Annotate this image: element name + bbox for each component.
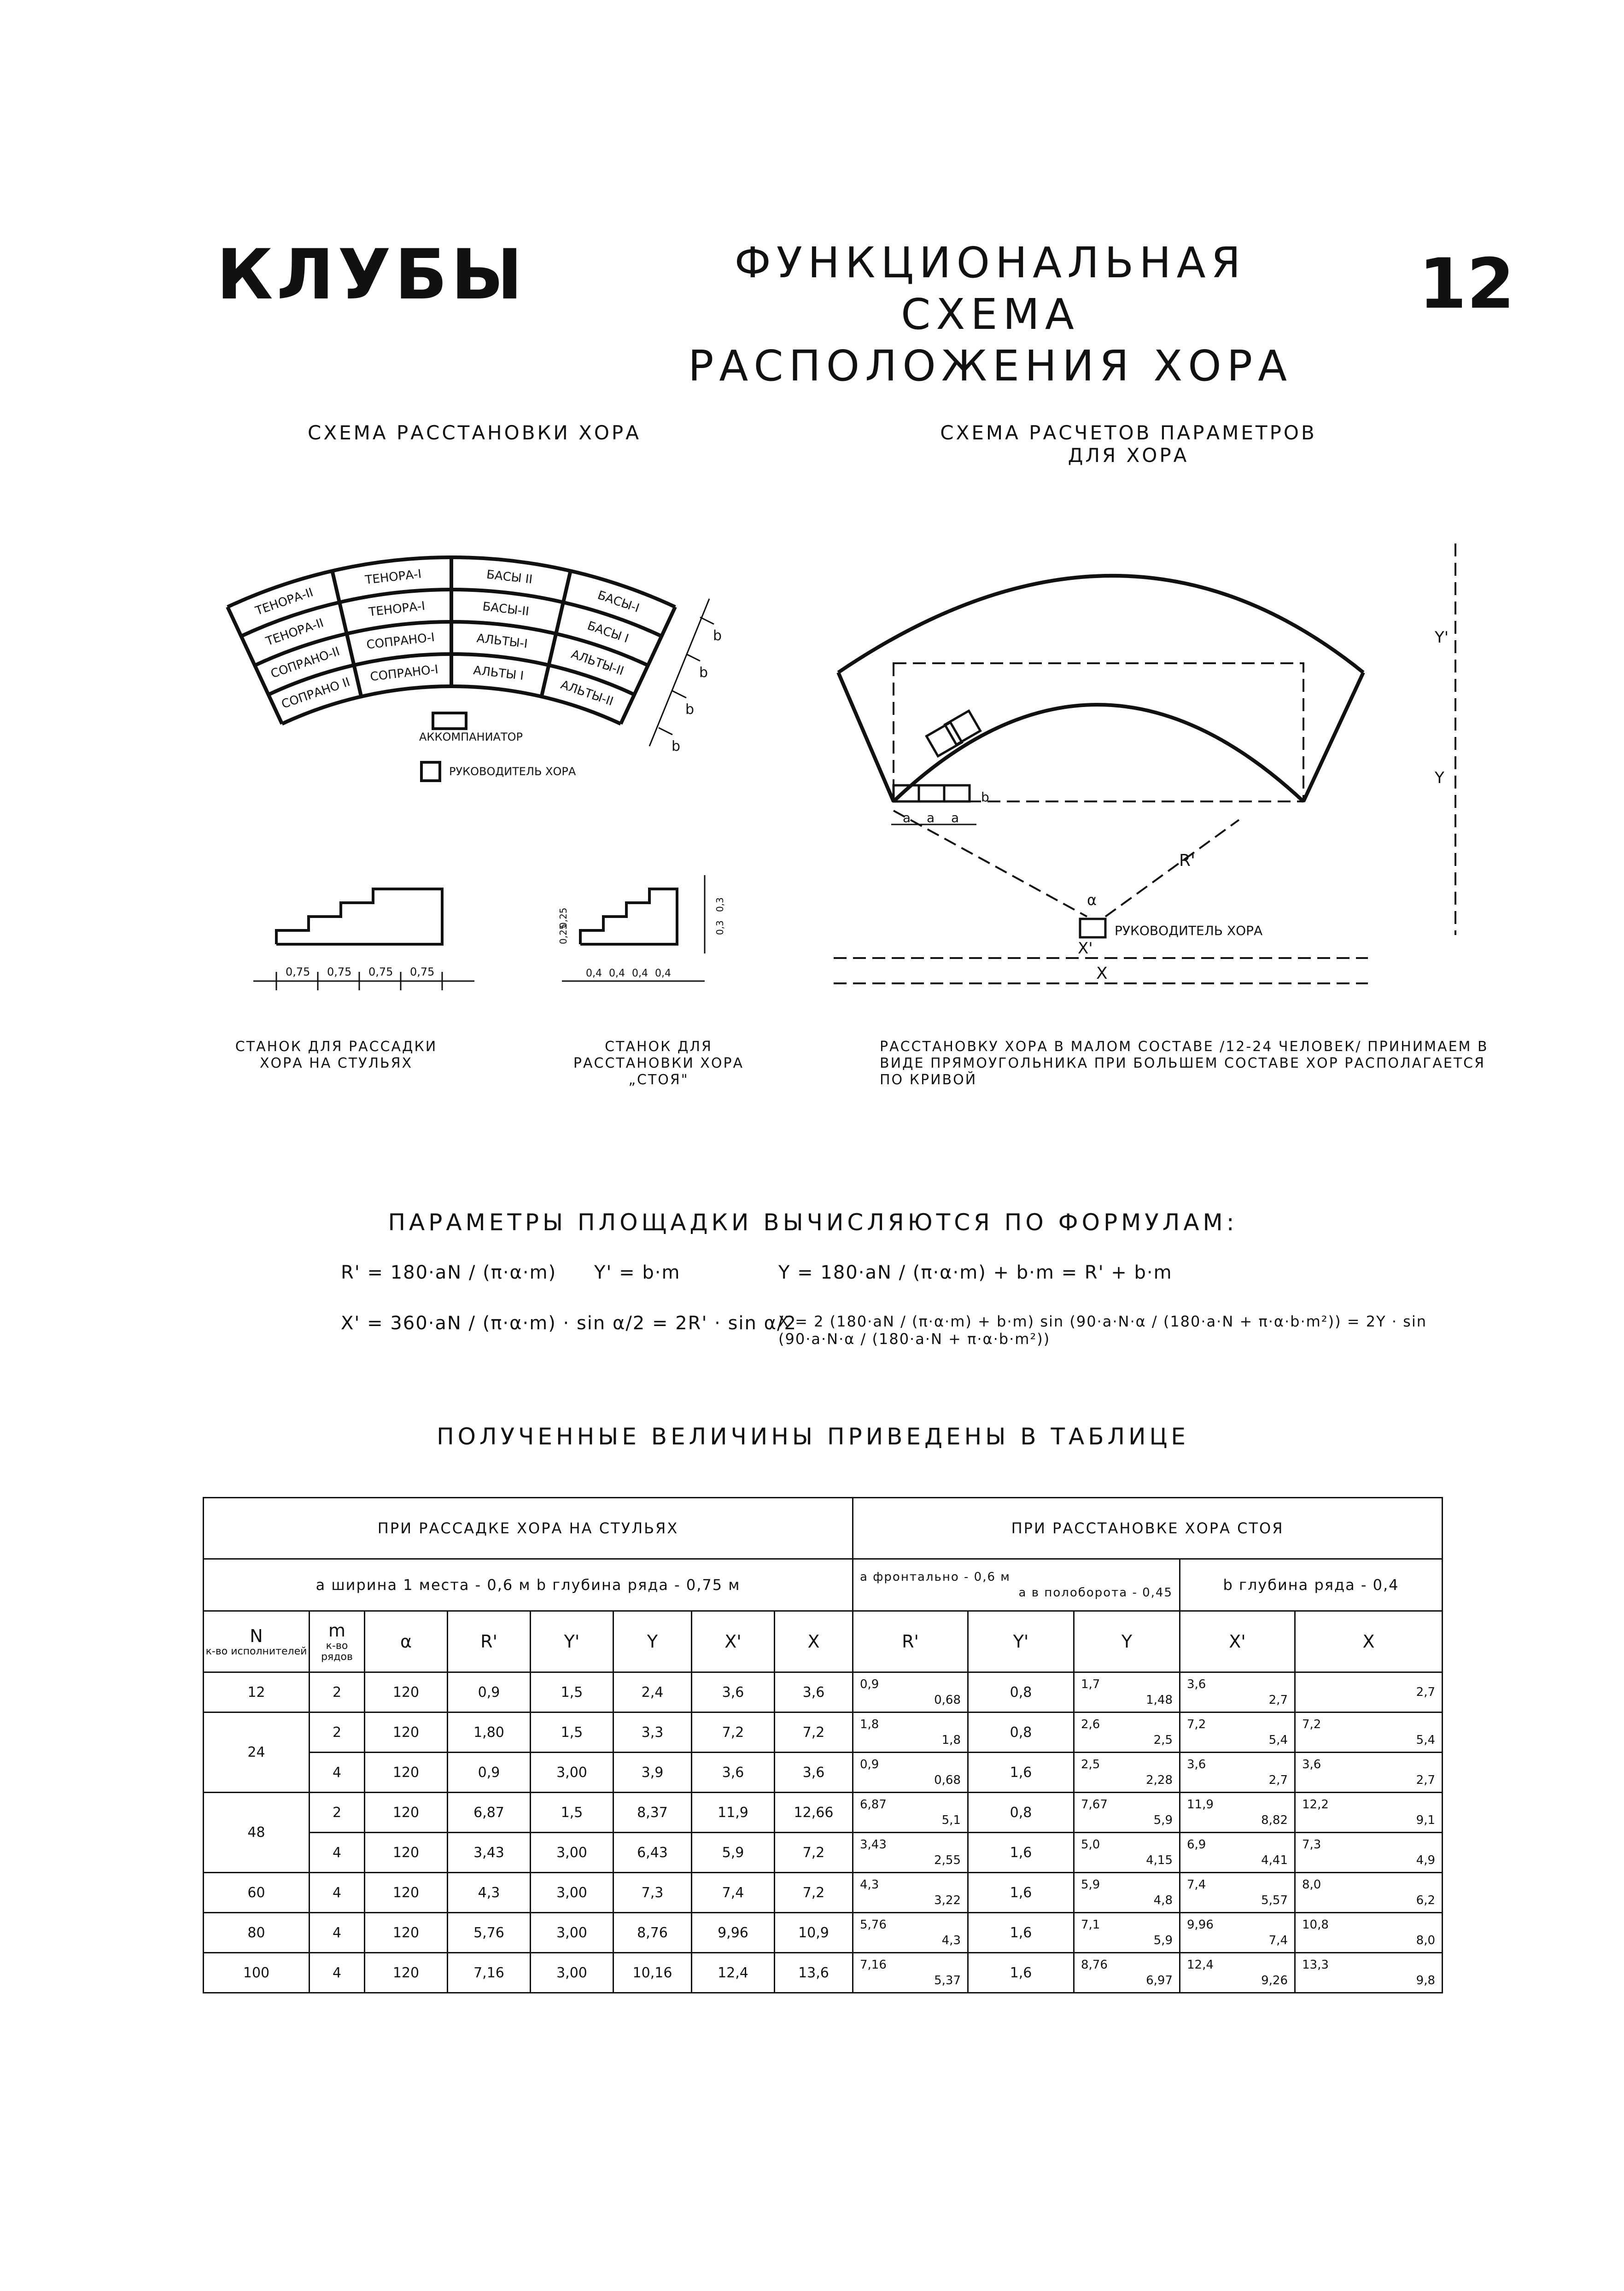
cell-sR-half: 5,1 <box>941 1813 961 1827</box>
cell-Xp: 12,4 <box>692 1953 775 1993</box>
cell-alpha: 120 <box>365 1753 448 1793</box>
cell-Yp: 1,5 <box>531 1793 613 1833</box>
choir-section-label: АЛЬТЫ-I <box>476 631 529 651</box>
standing-height-2: 0,25 <box>558 907 569 928</box>
parameters-diagram <box>811 534 1483 1023</box>
cell-sXp-front: 7,2 <box>1187 1718 1206 1731</box>
cell-X: 3,6 <box>775 1753 853 1793</box>
col-Yp-header: Y' <box>531 1611 613 1672</box>
group-standing-header: ПРИ РАССТАНОВКЕ ХОРА СТОЯ <box>853 1498 1443 1559</box>
cell-sY <box>1074 1913 1180 1953</box>
cell-R: 5,76 <box>448 1913 531 1953</box>
group-seated-header: ПРИ РАССАДКЕ ХОРА НА СТУЛЬЯХ <box>204 1498 853 1559</box>
table-row <box>204 1873 1443 1913</box>
cell-sXp-front: 3,6 <box>1187 1677 1206 1691</box>
table-row <box>204 1913 1443 1953</box>
choir-section-label: СОПРАНО-I <box>366 630 436 652</box>
cell-sYp: 0,8 <box>968 1672 1074 1712</box>
cell-sR <box>853 1793 968 1833</box>
cell-Xp: 3,6 <box>692 1672 775 1712</box>
cell-N: 100 <box>204 1953 310 1993</box>
cell-sR-half: 4,3 <box>941 1934 961 1947</box>
cell-sY <box>1074 1953 1180 1993</box>
sheet-number: 12 <box>1419 244 1515 324</box>
formula-Y-prime: Y' = b·m <box>594 1262 681 1283</box>
formula-Y: Y = 180·aN / (π·α·m) + b·m = R' + b·m <box>778 1262 1173 1283</box>
cell-Xp: 9,96 <box>692 1913 775 1953</box>
right-diagram-caption <box>921 421 1336 467</box>
choir-section-label: СОПРАНО-I <box>369 662 439 684</box>
cell-sR-front: 0,9 <box>860 1677 879 1691</box>
cell-sX <box>1295 1712 1443 1753</box>
col-N-sub: к-во исполнителей <box>205 1646 307 1657</box>
sheet-title <box>645 237 1336 392</box>
cell-sXp-front: 11,9 <box>1187 1798 1214 1812</box>
cell-sYp: 1,6 <box>968 1833 1074 1873</box>
seated-stand-caption: СТАНОК ДЛЯ РАССАДКИ ХОРА НА СТУЛЬЯХ <box>235 1039 438 1071</box>
cell-sR-half: 0,68 <box>934 1773 961 1787</box>
cell-m: 4 <box>310 1833 365 1873</box>
cell-m: 2 <box>310 1672 365 1712</box>
cell-sXp-half: 2,7 <box>1268 1693 1288 1707</box>
cell-R: 0,9 <box>448 1753 531 1793</box>
cell-sX <box>1295 1672 1443 1712</box>
right-caption-line1: СХЕМА РАСЧЕТОВ ПАРАМЕТРОВ <box>940 421 1317 444</box>
cell-alpha: 120 <box>365 1793 448 1833</box>
cell-alpha: 120 <box>365 1953 448 1993</box>
table-row <box>204 1712 1443 1753</box>
table-row <box>204 1793 1443 1833</box>
cell-sXp <box>1180 1672 1295 1712</box>
cell-sY-half: 5,9 <box>1153 1813 1173 1827</box>
col-sYp-header: Y' <box>968 1611 1074 1672</box>
cell-sY <box>1074 1793 1180 1833</box>
cell-sX-half: 2,7 <box>1416 1773 1436 1787</box>
cell-sXp-front: 9,96 <box>1187 1918 1214 1932</box>
choir-section-label: БАСЫ-I <box>596 588 641 616</box>
cell-Xp: 11,9 <box>692 1793 775 1833</box>
standing-params-a <box>853 1559 1180 1611</box>
cell-sX-front: 7,3 <box>1302 1838 1321 1852</box>
col-m-sub: к-во рядов <box>321 1640 353 1663</box>
cell-sX <box>1295 1953 1443 1993</box>
cell-sR-half: 5,37 <box>934 1974 961 1987</box>
category-title: КЛУБЫ <box>216 235 526 315</box>
choir-section-label: БАСЫ II <box>485 567 533 587</box>
cell-m: 4 <box>310 1753 365 1793</box>
cell-Y: 8,76 <box>613 1913 692 1953</box>
choir-section-label: СОПРАНО-II <box>269 644 342 681</box>
cell-sY-front: 2,6 <box>1081 1718 1100 1731</box>
label-alpha: α <box>1087 891 1097 909</box>
cell-sXp <box>1180 1833 1295 1873</box>
sheet-title-line1: ФУНКЦИОНАЛЬНАЯ СХЕМА <box>734 238 1246 339</box>
cell-X: 7,2 <box>775 1873 853 1913</box>
cell-sXp-front: 7,4 <box>1187 1878 1206 1892</box>
arrangement-note: РАССТАНОВКУ ХОРА В МАЛОМ СОСТАВЕ /12-24 ЧЕЛОВЕК/ ПРИНИМАЕМ В ВИДЕ ПРЯМОУГОЛЬНИКА ПРИ БОЛЬШЕМ СОСТАВЕ ХОР РАСПОЛАГАЕТСЯ ПО КРИВОЙ <box>880 1039 1489 1088</box>
cell-sXp <box>1180 1913 1295 1953</box>
cell-Yp: 1,5 <box>531 1712 613 1753</box>
standing-param-a2: a в полоборота - 0,45 <box>1018 1586 1173 1600</box>
choir-section-divider <box>621 607 675 724</box>
cell-sX <box>1295 1753 1443 1793</box>
cell-sX-half: 5,4 <box>1416 1733 1436 1747</box>
formula-R-prime: R' = 180·aN / (π·α·m) <box>341 1262 557 1283</box>
cell-sX <box>1295 1873 1443 1913</box>
formulas-heading: ПАРАМЕТРЫ ПЛОЩАДКИ ВЫЧИСЛЯЮТСЯ ПО ФОРМУЛАМ: <box>388 1209 1238 1236</box>
cell-X: 3,6 <box>775 1672 853 1712</box>
choir-section-label: АЛЬТЫ I <box>473 663 525 683</box>
cell-sX-half: 4,9 <box>1416 1853 1436 1867</box>
cell-m: 4 <box>310 1873 365 1913</box>
dim-b-1: b <box>713 628 722 644</box>
cell-sX-front: 8,0 <box>1302 1878 1321 1892</box>
cell-sY-front: 5,0 <box>1081 1838 1100 1852</box>
cell-sR <box>853 1753 968 1793</box>
cell-alpha: 120 <box>365 1833 448 1873</box>
label-X: X <box>1096 964 1108 983</box>
cell-Yp: 1,5 <box>531 1672 613 1712</box>
choir-section-label: АЛЬТЫ-II <box>559 678 615 709</box>
standing-dim-1: 0,4 <box>586 968 602 979</box>
cell-sYp: 1,6 <box>968 1913 1074 1953</box>
choir-section-label: ТЕНОРА-I <box>364 567 422 588</box>
standing-height-r2: 0,3 <box>714 897 725 912</box>
choir-section-divider <box>542 571 571 696</box>
cell-sXp-half: 5,4 <box>1268 1733 1288 1747</box>
cell-sR-half: 2,55 <box>934 1853 961 1867</box>
cell-sYp: 1,6 <box>968 1873 1074 1913</box>
cell-sY-half: 2,5 <box>1153 1733 1173 1747</box>
cell-Yp: 3,00 <box>531 1953 613 1993</box>
cell-sX-half: 9,1 <box>1416 1813 1436 1827</box>
cell-sYp: 0,8 <box>968 1712 1074 1753</box>
formula-X-prime: X' = 360·aN / (π·α·m) · sin α/2 = 2R' · sin α/2 <box>341 1313 797 1334</box>
col-Y-header: Y <box>613 1611 692 1672</box>
cell-R: 7,16 <box>448 1953 531 1993</box>
choir-section-label: АЛЬТЫ-II <box>569 647 626 678</box>
cell-N: 12 <box>204 1672 310 1712</box>
cell-Y: 6,43 <box>613 1833 692 1873</box>
cell-m: 2 <box>310 1793 365 1833</box>
label-X-prime: X' <box>1078 939 1093 958</box>
choir-section-label: ТЕНОРА-II <box>264 616 326 649</box>
col-sY-header: Y <box>1074 1611 1180 1672</box>
col-Xp-header: X' <box>692 1611 775 1672</box>
seated-stand-drawing <box>249 866 497 995</box>
cell-sR <box>853 1913 968 1953</box>
cell-sR-front: 7,16 <box>860 1958 887 1972</box>
conductor-box <box>421 762 440 781</box>
cell-sX <box>1295 1913 1443 1953</box>
cell-sY-front: 7,1 <box>1081 1918 1100 1932</box>
cell-sXp <box>1180 1873 1295 1913</box>
cell-sX-front: 12,2 <box>1302 1798 1329 1812</box>
seated-dim-3: 0,75 <box>368 965 393 978</box>
cell-sX-front: 10,8 <box>1302 1918 1329 1932</box>
col-R-header: R' <box>448 1611 531 1672</box>
seated-params: a ширина 1 места - 0,6 м b глубина ряда - 0,75 м <box>204 1559 853 1611</box>
table-row <box>204 1953 1443 1993</box>
results-table <box>203 1497 1443 1993</box>
table-heading: ПОЛУЧЕННЫЕ ВЕЛИЧИНЫ ПРИВЕДЕНЫ В ТАБЛИЦЕ <box>437 1423 1189 1450</box>
cell-sY-front: 2,5 <box>1081 1758 1100 1771</box>
sheet-title-line2: РАСПОЛОЖЕНИЯ ХОРА <box>688 341 1293 391</box>
cell-sX <box>1295 1793 1443 1833</box>
col-alpha-header: α <box>365 1611 448 1672</box>
cell-sR <box>853 1672 968 1712</box>
cell-sY-half: 6,97 <box>1146 1974 1173 1987</box>
label-b: b <box>981 789 989 805</box>
cell-sR <box>853 1953 968 1993</box>
label-R-prime: R' <box>1179 851 1195 870</box>
cell-sX-half: 9,8 <box>1416 1974 1436 1987</box>
cell-R: 1,80 <box>448 1712 531 1753</box>
standing-dim-3: 0,4 <box>632 968 648 979</box>
cell-sR-half: 0,68 <box>934 1693 961 1707</box>
cell-sXp-half: 8,82 <box>1261 1813 1288 1827</box>
cell-sR-front: 1,8 <box>860 1718 879 1731</box>
cell-alpha: 120 <box>365 1712 448 1753</box>
cell-R: 6,87 <box>448 1793 531 1833</box>
label-a-3: a <box>951 810 959 825</box>
cell-alpha: 120 <box>365 1913 448 1953</box>
cell-sR-half: 3,22 <box>934 1894 961 1907</box>
accompanist-label: АККОМПАНИАТОР <box>419 731 523 743</box>
dim-b-2: b <box>699 665 708 681</box>
cell-m: 2 <box>310 1712 365 1753</box>
cell-sXp <box>1180 1753 1295 1793</box>
cell-alpha: 120 <box>365 1873 448 1913</box>
cell-sXp <box>1180 1712 1295 1753</box>
cell-sX-half: 6,2 <box>1416 1894 1436 1907</box>
seated-dim-4: 0,75 <box>410 965 435 978</box>
cell-sXp <box>1180 1953 1295 1993</box>
cell-sR-front: 0,9 <box>860 1758 879 1771</box>
cell-N: 48 <box>204 1793 310 1873</box>
col-sXp-header: X' <box>1180 1611 1295 1672</box>
choir-section-label: БАСЫ I <box>585 619 631 646</box>
cell-sX-front: 3,6 <box>1302 1758 1321 1771</box>
cell-N: 24 <box>204 1712 310 1793</box>
col-m-header <box>310 1611 365 1672</box>
cell-Yp: 3,00 <box>531 1913 613 1953</box>
cell-Yp: 3,00 <box>531 1833 613 1873</box>
col-m-label: m <box>328 1620 346 1641</box>
standing-dim-2: 0,4 <box>609 968 625 979</box>
table-row <box>204 1672 1443 1712</box>
choir-section-label: БАСЫ-II <box>482 600 530 619</box>
cell-sXp-half: 7,4 <box>1268 1934 1288 1947</box>
choir-section-label: ТЕНОРА-I <box>368 599 426 620</box>
label-a-2: a <box>927 810 935 825</box>
cell-sY-half: 2,28 <box>1146 1773 1173 1787</box>
col-X-header: X <box>775 1611 853 1672</box>
cell-sY-half: 1,48 <box>1146 1693 1173 1707</box>
right-conductor-label: РУКОВОДИТЕЛЬ ХОРА <box>1115 923 1263 938</box>
cell-sY-front: 8,76 <box>1081 1958 1108 1972</box>
cell-sY-half: 5,9 <box>1153 1934 1173 1947</box>
cell-sXp-front: 6,9 <box>1187 1838 1206 1852</box>
standing-height-r1: 0,3 <box>714 920 725 935</box>
standing-height-1: 0,25 <box>558 923 569 944</box>
cell-Xp: 5,9 <box>692 1833 775 1873</box>
col-sR-header: R' <box>853 1611 968 1672</box>
cell-alpha: 120 <box>365 1672 448 1712</box>
cell-sXp-half: 2,7 <box>1268 1773 1288 1787</box>
cell-sXp-front: 12,4 <box>1187 1958 1214 1972</box>
seated-dim-1: 0,75 <box>286 965 310 978</box>
standing-param-a1: a фронтально - 0,6 м <box>860 1570 1011 1584</box>
cell-R: 4,3 <box>448 1873 531 1913</box>
cell-sXp-half: 9,26 <box>1261 1974 1288 1987</box>
cell-Xp: 7,4 <box>692 1873 775 1913</box>
cell-Xp: 3,6 <box>692 1753 775 1793</box>
label-a-1: a <box>903 810 911 825</box>
cell-sY <box>1074 1833 1180 1873</box>
cell-sX-half: 2,7 <box>1416 1685 1436 1699</box>
cell-sYp: 1,6 <box>968 1753 1074 1793</box>
standing-stand-drawing <box>553 866 774 995</box>
cell-X: 7,2 <box>775 1833 853 1873</box>
cell-sY-half: 4,8 <box>1153 1894 1173 1907</box>
cell-N: 60 <box>204 1873 310 1913</box>
accompanist-box <box>433 713 466 729</box>
standing-param-b: b глубина ряда - 0,4 <box>1180 1559 1443 1611</box>
choir-section-label: ТЕНОРА-II <box>253 585 315 619</box>
cell-sY-front: 1,7 <box>1081 1677 1100 1691</box>
cell-sR <box>853 1833 968 1873</box>
cell-sY-front: 7,67 <box>1081 1798 1108 1812</box>
cell-R: 3,43 <box>448 1833 531 1873</box>
cell-sR <box>853 1712 968 1753</box>
cell-sXp <box>1180 1793 1295 1833</box>
cell-Y: 7,3 <box>613 1873 692 1913</box>
seated-dim-2: 0,75 <box>327 965 352 978</box>
cell-Yp: 3,00 <box>531 1873 613 1913</box>
cell-sY <box>1074 1873 1180 1913</box>
cell-m: 4 <box>310 1953 365 1993</box>
cell-sR <box>853 1873 968 1913</box>
label-Y: Y <box>1435 769 1444 787</box>
cell-sYp: 0,8 <box>968 1793 1074 1833</box>
cell-sX <box>1295 1833 1443 1873</box>
cell-sX-half: 8,0 <box>1416 1934 1436 1947</box>
standing-dim-4: 0,4 <box>655 968 671 979</box>
cell-sY <box>1074 1753 1180 1793</box>
label-Y-prime: Y' <box>1435 628 1449 647</box>
formula-X: X = 2 (180·aN / (π·α·m) + b·m) sin (90·a·N·α / (180·a·N + π·α·b·m²)) = 2Y · sin (90·a·N·α / (180·a·N + π·α·b·m²)) <box>778 1313 1427 1348</box>
col-sX-header: X <box>1295 1611 1443 1672</box>
dim-b-3: b <box>685 701 695 718</box>
cell-sXp-front: 3,6 <box>1187 1758 1206 1771</box>
cell-Xp: 7,2 <box>692 1712 775 1753</box>
cell-sY-half: 4,15 <box>1146 1853 1173 1867</box>
cell-sXp-half: 5,57 <box>1261 1894 1288 1907</box>
cell-sX-front: 7,2 <box>1302 1718 1321 1731</box>
cell-sXp-half: 4,41 <box>1261 1853 1288 1867</box>
cell-sR-front: 6,87 <box>860 1798 887 1812</box>
col-N-header <box>204 1611 310 1672</box>
cell-R: 0,9 <box>448 1672 531 1712</box>
cell-sR-front: 3,43 <box>860 1838 887 1852</box>
dim-b-4: b <box>672 738 681 754</box>
conductor-label: РУКОВОДИТЕЛЬ ХОРА <box>449 765 576 778</box>
choir-section-divider <box>228 607 282 724</box>
cell-m: 4 <box>310 1913 365 1953</box>
cell-X: 13,6 <box>775 1953 853 1993</box>
cell-X: 10,9 <box>775 1913 853 1953</box>
cell-Y: 3,3 <box>613 1712 692 1753</box>
choir-section-label: СОПРАНО II <box>280 675 352 712</box>
cell-Y: 10,16 <box>613 1953 692 1993</box>
cell-sR-half: 1,8 <box>941 1733 961 1747</box>
col-N-label: N <box>250 1626 263 1646</box>
standing-stand-caption: СТАНОК ДЛЯ РАССТАНОВКИ ХОРА „СТОЯ" <box>573 1039 744 1088</box>
cell-Y: 3,9 <box>613 1753 692 1793</box>
left-diagram-caption: СХЕМА РАССТАНОВКИ ХОРА <box>308 421 641 444</box>
cell-sR-front: 5,76 <box>860 1918 887 1932</box>
cell-Y: 8,37 <box>613 1793 692 1833</box>
cell-X: 7,2 <box>775 1712 853 1753</box>
cell-sY <box>1074 1712 1180 1753</box>
cell-sR-front: 4,3 <box>860 1878 879 1892</box>
choir-arrangement-diagram <box>193 544 746 801</box>
table-row <box>204 1833 1443 1873</box>
cell-sY <box>1074 1672 1180 1712</box>
right-caption-line2: ДЛЯ ХОРА <box>1068 444 1189 467</box>
cell-sX-front: 13,3 <box>1302 1958 1329 1972</box>
cell-sYp: 1,6 <box>968 1953 1074 1993</box>
cell-sY-front: 5,9 <box>1081 1878 1100 1892</box>
cell-Y: 2,4 <box>613 1672 692 1712</box>
cell-X: 12,66 <box>775 1793 853 1833</box>
cell-N: 80 <box>204 1913 310 1953</box>
cell-Yp: 3,00 <box>531 1753 613 1793</box>
table-row <box>204 1753 1443 1793</box>
